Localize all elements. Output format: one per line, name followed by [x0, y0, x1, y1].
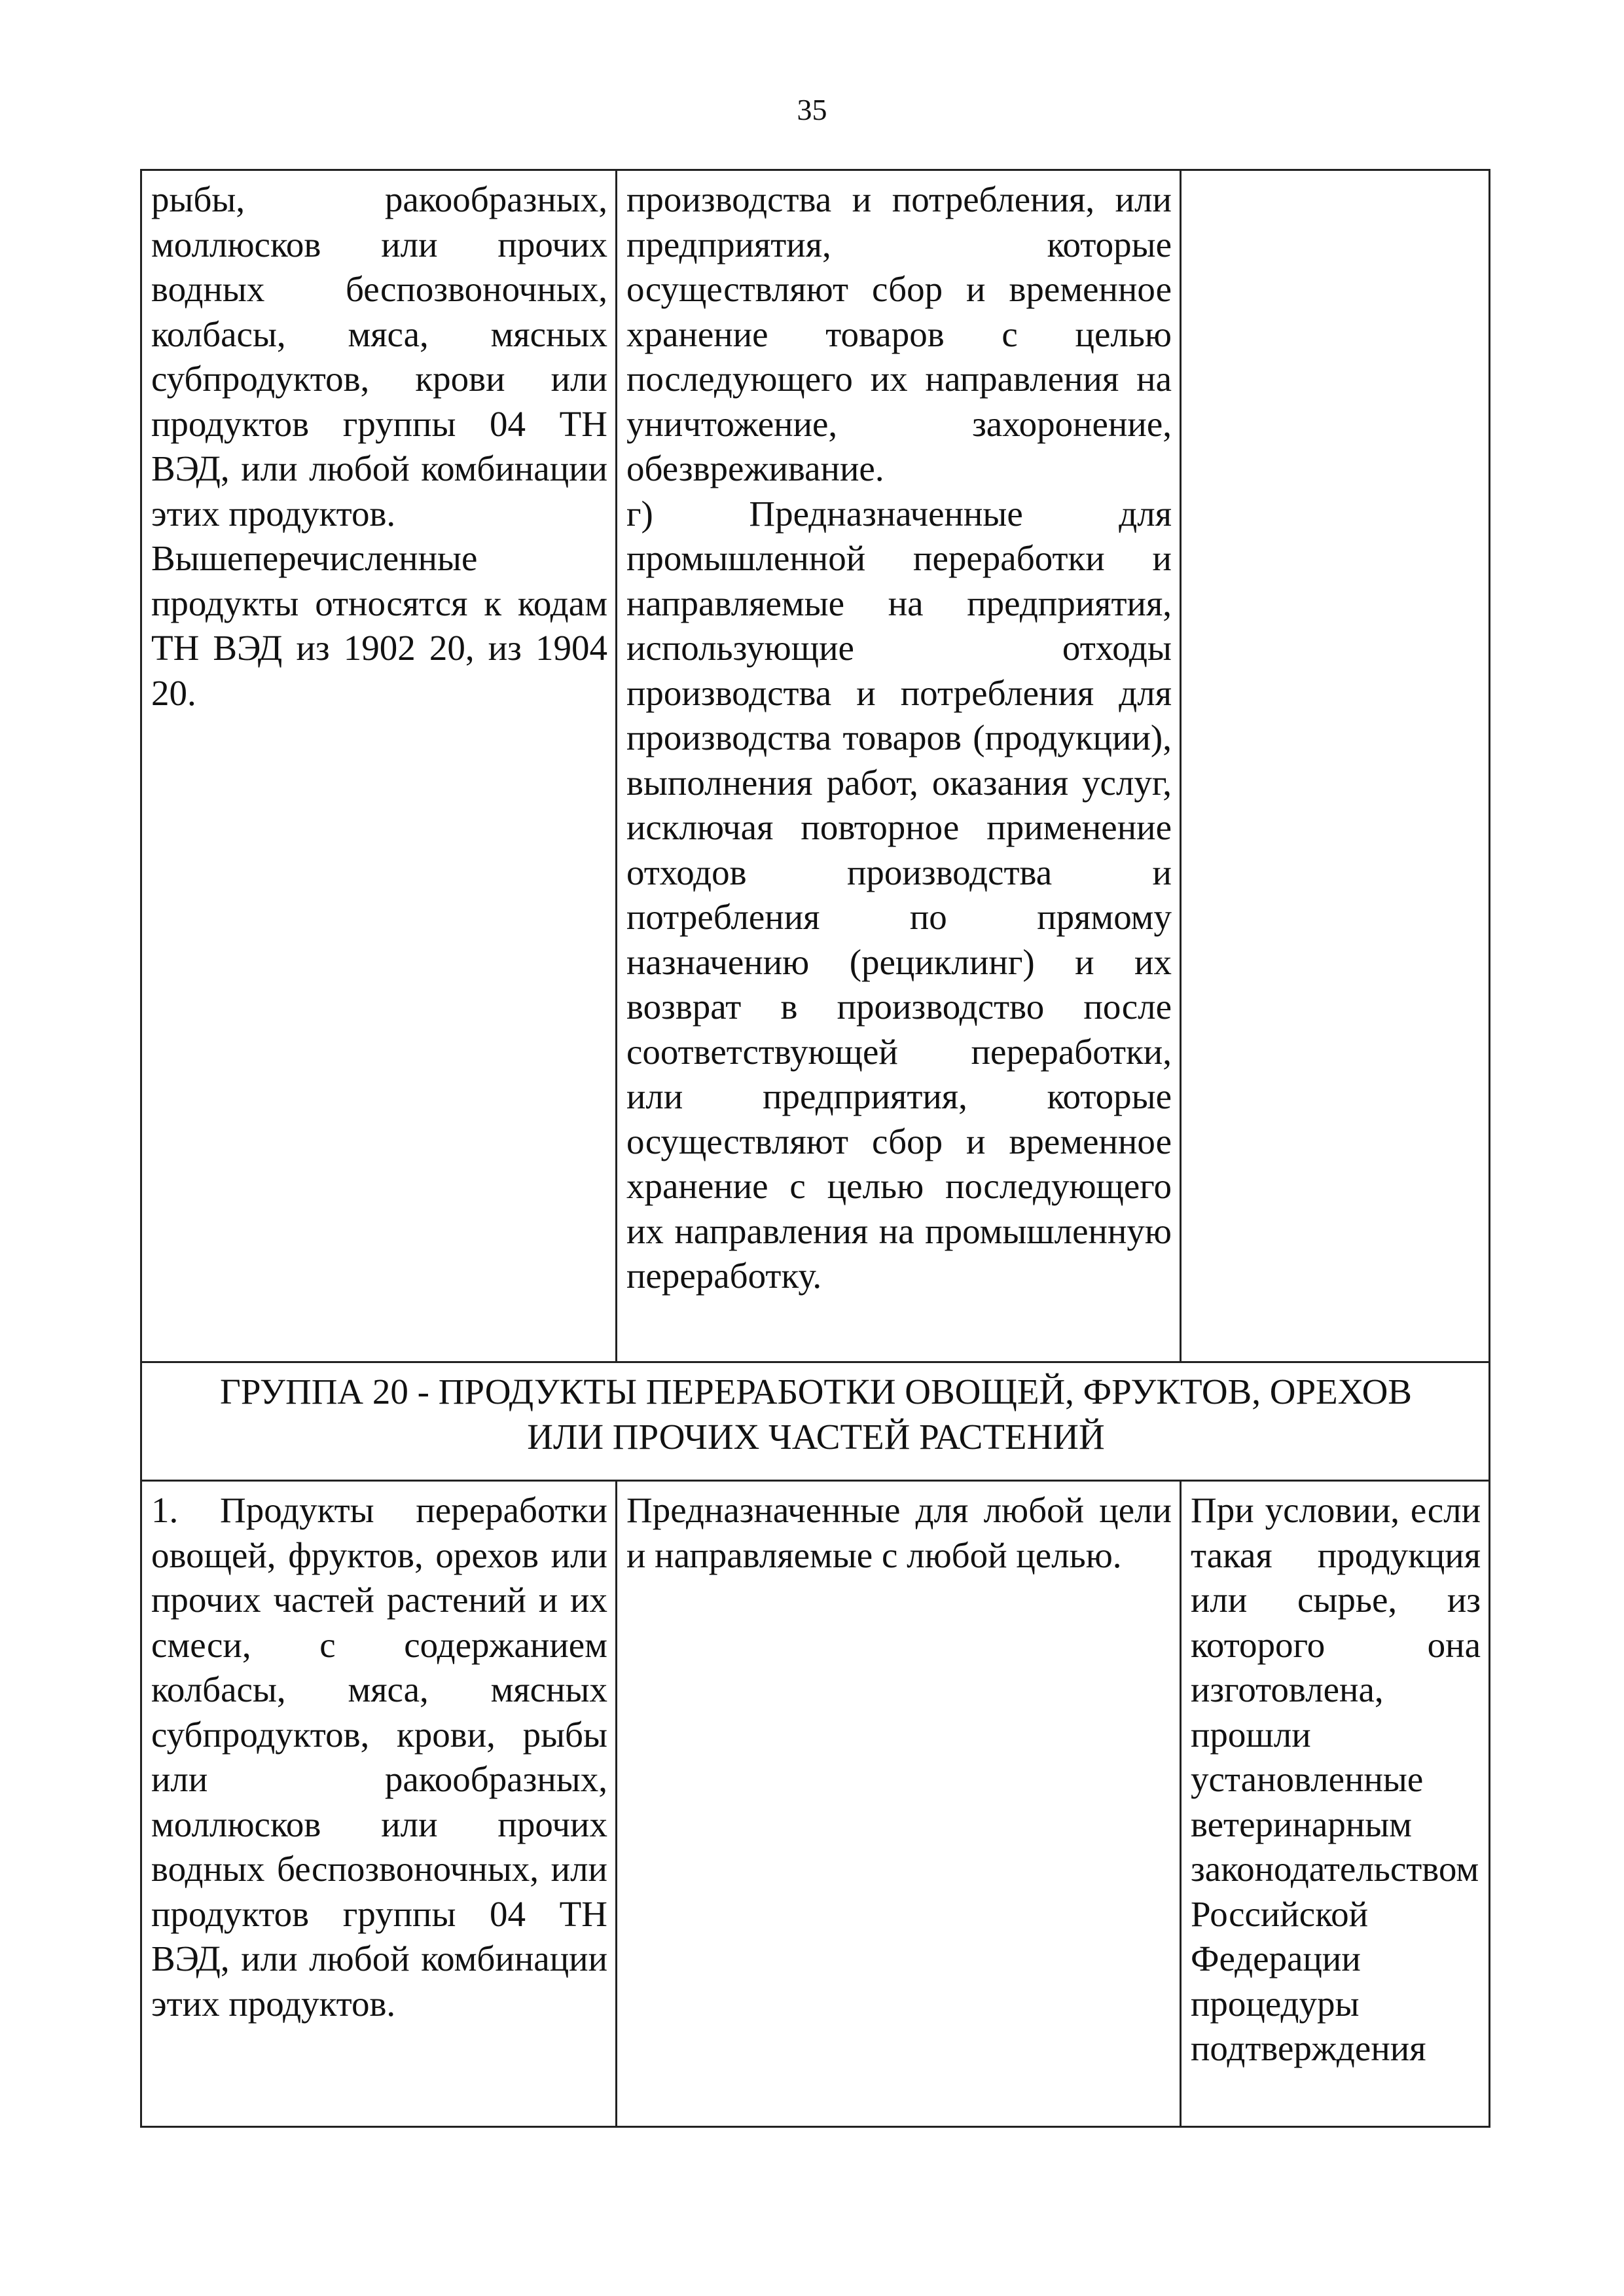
table-row [141, 170, 1490, 1362]
product-cell: 1. Продукты переработки овощей, фруктов, орехов или прочих частей растений и их смеси, с содержанием колбасы, мяса, мясных субпродуктов, крови, рыбы или ракообразных, моллюсков или прочих водных беспозвоночных, или продуктов группы 04 ТН ВЭД, или любой комбинации этих продуктов. [141, 1481, 617, 2127]
product-text: рыбы, ракообразных, моллюсков или прочих водных беспозвоночных, колбасы, мяса, мясных субпродуктов, крови или продуктов группы 04 ТН ВЭД, или любой комбинации этих продуктов. [151, 179, 607, 534]
purpose-cell: Предназначенные для любой цели и направляемые с любой целью. [617, 1481, 1181, 2127]
group-heading-row [141, 1362, 1490, 1481]
condition-cell [1181, 170, 1490, 1362]
product-cell [141, 170, 617, 1362]
group-heading-line-2: ИЛИ ПРОЧИХ ЧАСТЕЙ РАСТЕНИЙ [527, 1416, 1105, 1457]
group-heading-line-1: ГРУППА 20 - ПРОДУКТЫ ПЕРЕРАБОТКИ ОВОЩЕЙ, ФРУКТОВ, ОРЕХОВ [220, 1372, 1412, 1412]
purpose-cell [617, 170, 1181, 1362]
purpose-item-g: г) Предназначенные для промышленной переработки и направляемые на предприятия, использующие отходы производства и потребления для производства товаров (продукции), выполнения работ, оказания услуг, исключая повторное применение отходов производства и потребления по прямому назначению (рециклинг) и их возврат в производство после соответствующей переработки, или предприятия, которые осуществляют сбор и временное хранение с целью последующего их направления на промышленную переработку. [626, 493, 1172, 1296]
purpose-text: производства и потребления, или предприятия, которые осуществляют сбор и временное хранение товаров с целью последующего их направления на уничтожение, захоронение, обезвреживание. [626, 179, 1172, 488]
regulation-table [140, 169, 1490, 2128]
condition-cell: При условии, если такая продукция или сырье, из которого она изготовлена, прошли установленные ветеринарным законодательством Российской Федерации процедуры подтверждения [1181, 1481, 1490, 2127]
page-number: 35 [797, 93, 827, 126]
table-row [141, 1481, 1490, 2127]
product-note: Вышеперечисленные продукты относятся к кодам ТН ВЭД из 1902 20, из 1904 20. [151, 538, 607, 713]
group-heading [141, 1362, 1490, 1481]
